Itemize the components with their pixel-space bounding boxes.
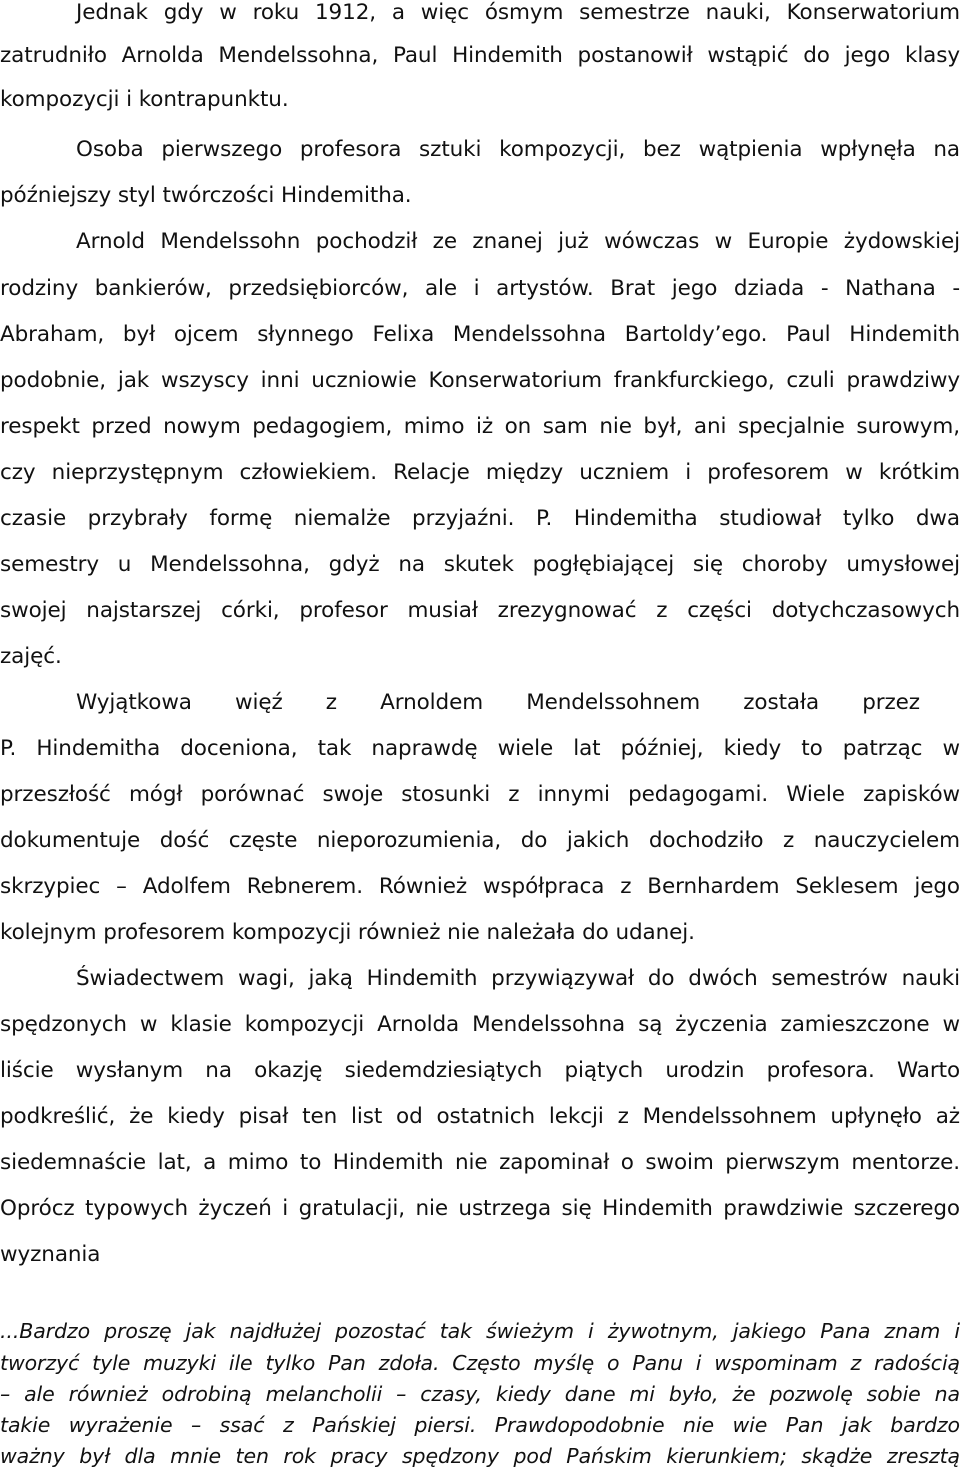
text-line: czy nieprzystępnym człowiekiem. Relacje między uczniem i profesorem w krótkim — [0, 460, 960, 485]
text-line: Abraham, był ojcem słynnego Felixa Mendelssohna Bartoldy’ego. Paul Hindemith — [0, 322, 960, 347]
text-line: swojej najstarszej córki, profesor musiał zrezygnować z części dotychczasowych — [0, 598, 960, 623]
text-line: siedemnaście lat, a mimo to Hindemith nie zapominał o swoim pierwszym mentorze. — [0, 1150, 960, 1175]
text-line: P. Hindemitha doceniona, tak naprawdę wiele lat później, kiedy to patrząc w — [0, 736, 960, 761]
text-line: dokumentuje dość częste nieporozumienia, do jakich dochodziło z nauczycielem — [0, 828, 960, 853]
text-line: przeszłość mógł porównać swoje stosunki z innymi pedagogami. Wiele zapisków — [0, 782, 960, 807]
text-line: Arnold Mendelssohn pochodził ze znanej już wówczas w Europie żydowskiej — [76, 229, 960, 254]
text-line: semestry u Mendelssohna, gdyż na skutek pogłębiającej się choroby umysłowej — [0, 552, 960, 577]
text-line: Oprócz typowych życzeń i gratulacji, nie ustrzega się Hindemith prawdziwie szczerego — [0, 1196, 960, 1221]
text-line: respekt przed nowym pedagogiem, mimo iż on sam nie był, ani specjalnie surowym, — [0, 414, 960, 439]
text-line: podobnie, jak wszyscy inni uczniowie Konserwatorium frankfurckiego, czuli prawdziwy — [0, 368, 960, 393]
quote-line: ...Bardzo proszę jak najdłużej pozostać tak świeżym i żywotnym, jakiego Pana znam i — [0, 1319, 960, 1343]
text-line: Świadectwem wagi, jaką Hindemith przywiązywał do dwóch semestrów nauki — [76, 966, 960, 991]
text-line: Wyjątkowa więź z Arnoldem Mendelssohnem została przez — [76, 690, 920, 715]
quote-line: ważny był dla mnie ten rok pracy spędzony pod Pańskim kierunkiem; skądże zresztą — [0, 1444, 960, 1468]
text-line: kompozycji i kontrapunktu. — [0, 87, 289, 112]
text-line: podkreślić, że kiedy pisał ten list od ostatnich lekcji z Mendelssohnem upłynęło aż — [0, 1104, 960, 1129]
text-line: Osoba pierwszego profesora sztuki kompozycji, bez wątpienia wpłynęła na — [76, 137, 960, 162]
quote-line: – ale również odrobiną melancholii – czasy, kiedy dane mi było, że pozwolę sobie na — [0, 1382, 960, 1406]
text-line: zatrudniło Arnolda Mendelssohna, Paul Hindemith postanowił wstąpić do jego klasy — [0, 43, 960, 68]
text-line: późniejszy styl twórczości Hindemitha. — [0, 183, 412, 208]
text-line: spędzonych w klasie kompozycji Arnolda Mendelssohna są życzenia zamieszczone w — [0, 1012, 960, 1037]
text-line: kolejnym profesorem kompozycji również nie należała do udanej. — [0, 920, 695, 945]
text-line: rodziny bankierów, przedsiębiorców, ale i artystów. Brat jego dziada - Nathana - — [0, 276, 960, 301]
text-line: czasie przybrały formę niemalże przyjaźni. P. Hindemitha studiował tylko dwa — [0, 506, 960, 531]
text-line: liście wysłanym na okazję siedemdziesiątych piątych urodzin profesora. Warto — [0, 1058, 960, 1083]
quote-line: tworzyć tyle muzyki ile tylko Pan zdoła. Często myślę o Panu i wspominam z radością — [0, 1351, 960, 1375]
text-line: Jednak gdy w roku 1912, a więc ósmym semestrze nauki, Konserwatorium — [76, 0, 960, 25]
text-line: wyznania — [0, 1242, 101, 1267]
text-line: skrzypiec – Adolfem Rebnerem. Również współpraca z Bernhardem Seklesem jego — [0, 874, 960, 899]
quote-line: takie wyrażenie – ssać z Pańskiej piersi. Prawdopodobnie nie wie Pan jak bardzo — [0, 1413, 960, 1437]
text-line: zajęć. — [0, 644, 62, 669]
